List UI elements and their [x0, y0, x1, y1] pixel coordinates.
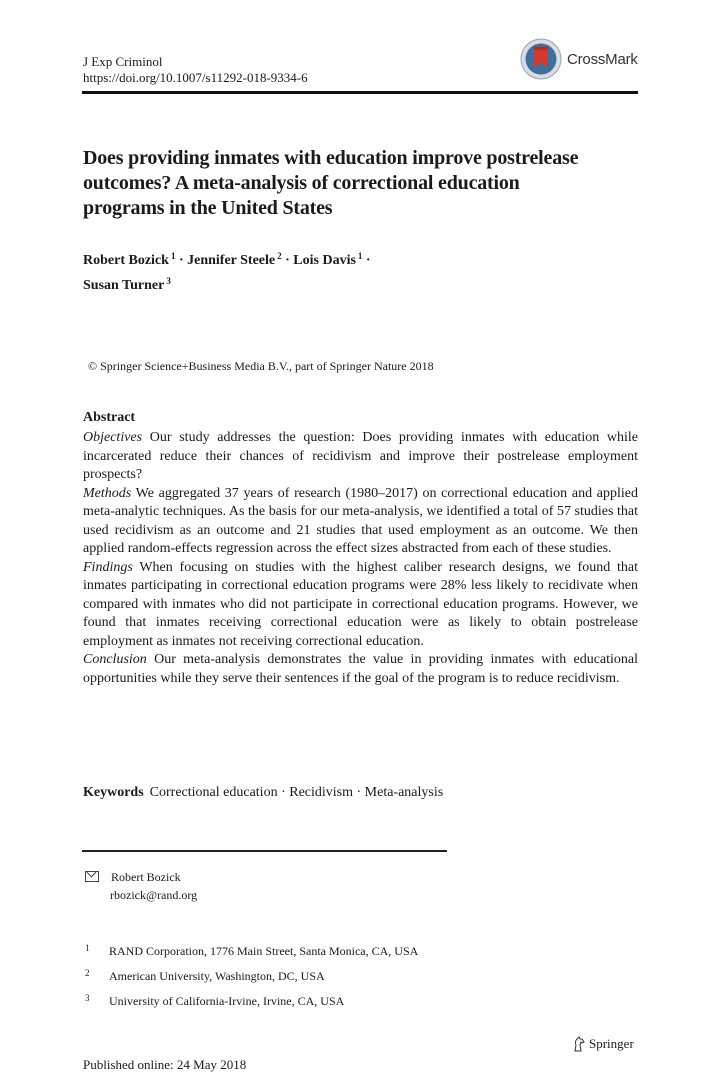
methods-label: Methods: [83, 485, 132, 501]
affiliation-text: American University, Washington, DC, USA: [109, 969, 325, 983]
springer-horse-icon: [572, 1036, 586, 1052]
methods-text: We aggregated 37 years of research (1980–2017) on correctional education and applied meta-analytic techniques. As the basis for our meta-analysis, we identified a total of 57 studies that used recidivism as an outcome and 21 studies that used employment as an outcome. We then applied random-effects regression across the effect sizes abstracted from each of these studies.: [83, 485, 638, 556]
affiliation-item: [85, 968, 325, 984]
crossmark-badge[interactable]: [520, 37, 638, 81]
contact-email[interactable]: rbozick@rand.org: [110, 888, 198, 902]
article-title: Does providing inmates with education improve postrelease outcomes? A meta-analysis of correctional education programs in the United States: [83, 147, 579, 219]
crossmark-label: CrossMark: [567, 50, 638, 68]
author-aff: 1: [357, 251, 363, 261]
conclusion-text: Our meta-analysis demonstrates the value in providing inmates with educational opportunities while they serve their sentences if the goal of the program is to reduce recidivism.: [83, 652, 639, 686]
findings-text: When focusing on studies with the highest caliber research designs, we found that inmates participating in correctional education programs were 28% less likely to recidivate when compared with inmates who did not participate in correctional education programs. However, we found that inmates receiving correctional education were as likely to obtain postrelease employment as inmates not receiving correctional education.: [83, 559, 639, 649]
header-rule: [82, 91, 638, 94]
author-name[interactable]: Susan Turner: [83, 278, 165, 293]
objectives-text: Our study addresses the question: Does providing inmates with education while incarcerated reduce their chances of recidivism and improve their postrelease employment prospects?: [83, 430, 638, 482]
affiliation-text: RAND Corporation, 1776 Main Street, Santa Monica, CA, USA: [109, 944, 419, 958]
corresponding-author: [85, 868, 197, 904]
author-separator: ·: [178, 253, 184, 268]
abstract-heading: Abstract: [83, 410, 136, 425]
author-list: [83, 246, 583, 296]
doi-link[interactable]: https://doi.org/10.1007/s11292-018-9334-6: [83, 70, 308, 85]
author-separator: ·: [365, 253, 371, 268]
springer-logo: [572, 1036, 634, 1052]
abstract-objectives: [83, 429, 638, 485]
author-name[interactable]: Robert Bozick: [83, 253, 169, 268]
contact-name: Robert Bozick: [111, 870, 181, 884]
affiliation-item: [85, 993, 344, 1009]
author-name[interactable]: Lois Davis: [293, 253, 356, 268]
crossmark-icon: [520, 38, 562, 80]
author-name[interactable]: Jennifer Steele: [187, 253, 276, 268]
copyright-notice: © Springer Science+Business Media B.V., part of Springer Nature 2018: [88, 359, 434, 373]
envelope-icon: [85, 871, 99, 882]
author-aff: 1: [170, 251, 176, 261]
keywords-label: Keywords: [83, 785, 144, 800]
findings-label: Findings: [83, 559, 133, 575]
springer-label: Springer: [589, 1036, 634, 1051]
objectives-label: Objectives: [83, 430, 143, 445]
footnote-rule: [82, 850, 447, 852]
affiliation-number: 3: [85, 993, 90, 1003]
keywords-text: Correctional education · Recidivism · Meta-analysis: [149, 785, 444, 800]
published-date: Published online: 24 May 2018: [83, 1057, 247, 1072]
author-aff: 2: [277, 251, 282, 261]
affiliation-item: [85, 943, 418, 959]
abstract-body: [83, 429, 638, 688]
abstract-findings: [83, 559, 638, 652]
author-aff: 3: [166, 276, 171, 286]
journal-header: [83, 54, 308, 86]
affiliation-number: 1: [85, 943, 90, 953]
author-separator: ·: [285, 253, 290, 268]
keywords: [83, 785, 443, 801]
conclusion-label: Conclusion: [83, 652, 147, 667]
journal-name: J Exp Criminol: [83, 54, 163, 69]
affiliation-text: University of California-Irvine, Irvine, CA, USA: [109, 994, 345, 1008]
abstract-methods: [83, 485, 638, 559]
affiliation-number: 2: [85, 968, 90, 978]
abstract-conclusion: [83, 651, 638, 688]
